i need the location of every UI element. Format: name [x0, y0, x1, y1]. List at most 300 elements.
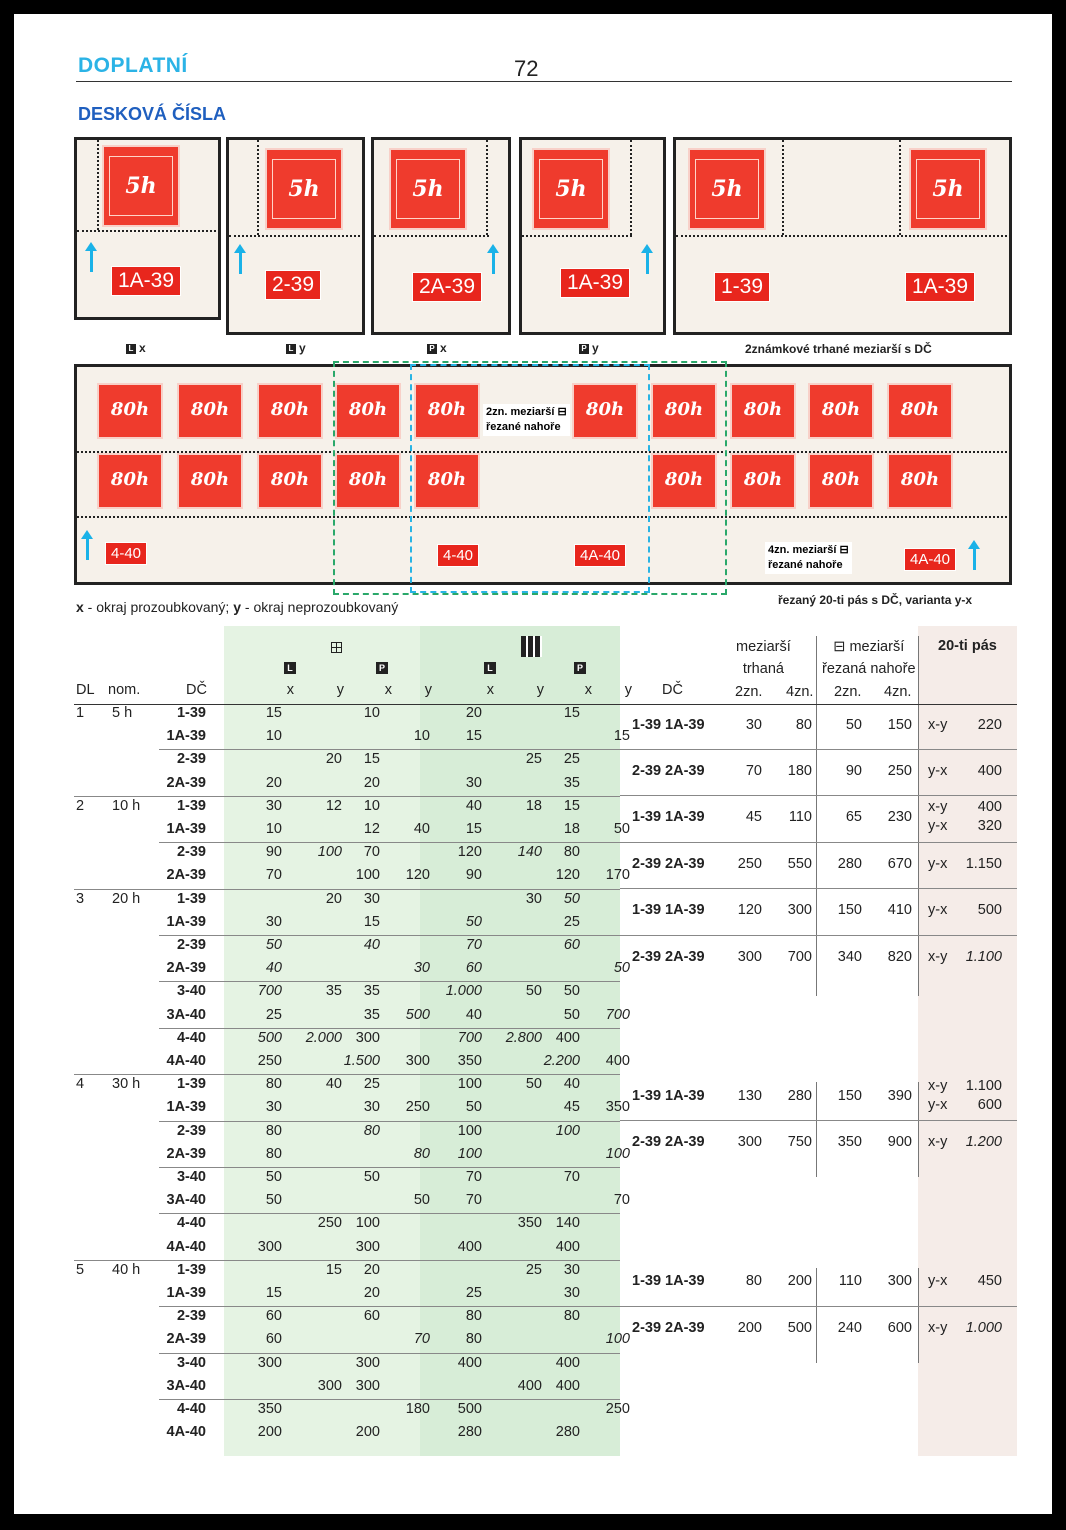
- price-cell: 15: [363, 913, 380, 930]
- price-cell: 80: [745, 1273, 762, 1290]
- plate-number-label: 4A-40: [574, 544, 626, 567]
- stamp-80h: 80h: [572, 383, 638, 439]
- price-cell: 2.000: [305, 1029, 342, 1046]
- column-divider: [918, 1268, 919, 1363]
- price-cell: 200: [737, 1319, 762, 1336]
- row-divider: [159, 981, 620, 982]
- price-cell: 400: [555, 1029, 580, 1046]
- price-cell: 30: [465, 774, 482, 791]
- col-mez-trhana: meziarší trhaná: [736, 639, 791, 677]
- stamp-80h: 80h: [887, 383, 953, 439]
- price-cell: 40: [465, 1006, 482, 1023]
- strip-variant: y-x: [928, 763, 948, 779]
- price-cell: 150: [837, 1087, 862, 1104]
- plate-number-label: 2-39: [265, 270, 321, 300]
- denomination-value: 10 h: [112, 797, 141, 814]
- price-cell: 45: [563, 1099, 580, 1116]
- plate-number: 1-39: [176, 797, 206, 814]
- price-cell: 350: [517, 1215, 542, 1232]
- plate-number: 4-40: [176, 1215, 206, 1232]
- denomination-number: 5: [76, 1261, 85, 1278]
- row-divider: [74, 1074, 620, 1075]
- price-cell: 20: [363, 1285, 380, 1301]
- price-cell: 670: [887, 855, 912, 872]
- row-divider: [620, 888, 1017, 889]
- denomination-number: 2: [76, 797, 85, 814]
- pair-plate-numbers: 2-39 2A-39: [632, 1134, 705, 1151]
- price-cell: 70: [745, 763, 762, 779]
- price-cell: 15: [465, 728, 482, 745]
- price-cell: 50: [265, 1192, 282, 1209]
- price-cell: 35: [363, 983, 380, 1000]
- pair-plate-numbers: 2-39 2A-39: [632, 1319, 705, 1336]
- price-cell: 50: [465, 1099, 482, 1116]
- price-cell: 60: [265, 1331, 282, 1348]
- price-cell: 410: [887, 902, 912, 919]
- price-cell: 2.800: [505, 1029, 542, 1046]
- price-cell: 100: [355, 867, 380, 884]
- col-4zn: 4zn.: [884, 684, 912, 700]
- price-cell: 120: [737, 902, 762, 919]
- arrow-up-icon: [86, 538, 89, 560]
- price-cell: 25: [563, 751, 580, 768]
- price-cell: 80: [795, 716, 812, 733]
- price-cell: 400: [457, 1238, 482, 1255]
- price-cell: 120: [457, 844, 482, 861]
- price-cell: 400: [457, 1354, 482, 1371]
- row-divider: [620, 1120, 1017, 1121]
- plate-number: 1-39: [176, 890, 206, 907]
- price-cell: 80: [265, 1122, 282, 1139]
- price-cell: 25: [525, 1261, 542, 1278]
- price-cell: 300: [355, 1029, 380, 1046]
- strip-variant: y-x: [928, 818, 948, 835]
- stamp-block-px: [371, 137, 511, 335]
- price-cell: 390: [887, 1087, 912, 1104]
- strip-variant: y-x: [928, 1096, 948, 1113]
- price-cell: 400: [555, 1354, 580, 1371]
- price-cell: 30: [265, 913, 282, 930]
- plate-number: 2-39: [176, 1122, 206, 1139]
- price-cell: 60: [363, 1308, 380, 1325]
- row-divider: [620, 842, 1017, 843]
- price-cell: 400: [555, 1377, 580, 1394]
- stamp-80h: 80h: [257, 453, 323, 509]
- stamp-block-lx: [74, 137, 221, 320]
- price-cell: 300: [257, 1238, 282, 1255]
- caption-py: P y: [579, 341, 599, 355]
- stamp-5h: 5h: [688, 148, 766, 230]
- price-cell: 180: [787, 763, 812, 779]
- price-cell: 280: [837, 855, 862, 872]
- plate-number: 4A-40: [166, 1424, 206, 1441]
- price-cell: 70: [563, 1169, 580, 1185]
- price-cell: 80: [265, 1076, 282, 1093]
- col-mez-rezana: ⊟ meziarší řezaná nahoře: [822, 639, 916, 677]
- price-cell: 80: [465, 1308, 482, 1325]
- price-cell: 250: [257, 1053, 282, 1069]
- stamp-80h: 80h: [808, 453, 874, 509]
- stamp-block-pair: [673, 137, 1012, 335]
- price-cell: 500: [977, 902, 1002, 919]
- price-cell: 60: [265, 1308, 282, 1325]
- plate-number: 1-39: [176, 1076, 206, 1093]
- stamp-80h: 80h: [177, 453, 243, 509]
- price-cell: 40: [563, 1076, 580, 1093]
- price-cell: 140: [517, 844, 542, 861]
- price-cell: 30: [363, 1099, 380, 1116]
- price-cell: 45: [745, 809, 762, 826]
- note-4zn: 4zn. meziarší ⊟ řezané nahoře: [765, 542, 852, 574]
- corner-l-icon: L: [284, 662, 296, 674]
- stamp-80h: 80h: [414, 383, 480, 439]
- row-divider: [159, 1167, 620, 1168]
- price-cell: 50: [363, 1169, 380, 1185]
- plate-number: 1A-39: [166, 821, 206, 837]
- plate-number-label: 4-40: [105, 542, 147, 565]
- price-cell: 120: [555, 867, 580, 884]
- price-cell: 300: [737, 948, 762, 965]
- arrow-up-icon: [492, 252, 495, 274]
- price-cell: 18: [525, 797, 542, 814]
- plate-number-label: 4A-40: [904, 548, 956, 571]
- strip-variant: x-y: [928, 799, 948, 816]
- price-cell: 20: [363, 1261, 380, 1278]
- price-cell: 15: [465, 821, 482, 837]
- price-cell: 500: [257, 1029, 282, 1046]
- price-cell: 50: [413, 1192, 430, 1209]
- price-cell: 35: [325, 983, 342, 1000]
- price-cell: 100: [457, 1145, 482, 1162]
- price-cell: 30: [265, 797, 282, 814]
- price-cell: 70: [465, 1169, 482, 1185]
- col-x: x: [486, 682, 494, 698]
- price-cell: 820: [887, 948, 912, 965]
- stamp-80h: 80h: [335, 453, 401, 509]
- legend: x - okraj prozoubkovaný; y - okraj neprozoubkovaný: [76, 599, 399, 615]
- col-4zn: 4zn.: [786, 684, 814, 700]
- stamp-block-py: [519, 137, 666, 335]
- plate-number: 1-39: [176, 705, 206, 721]
- price-cell: 35: [563, 774, 580, 791]
- plate-number: 1A-39: [166, 728, 206, 745]
- stamp-80h: 80h: [651, 383, 717, 439]
- price-cell: 50: [613, 960, 630, 977]
- price-cell: 25: [563, 913, 580, 930]
- price-cell: 50: [265, 1169, 282, 1185]
- col-dl: DL: [76, 682, 95, 698]
- denomination-value: 30 h: [112, 1076, 141, 1093]
- price-cell: 70: [465, 1192, 482, 1209]
- price-cell: 220: [977, 716, 1002, 733]
- price-cell: 10: [413, 728, 430, 745]
- caption-px: P x: [427, 341, 447, 355]
- price-cell: 90: [845, 763, 862, 779]
- strip-variant: y-x: [928, 902, 948, 919]
- note-2zn: 2zn. meziarší ⊟ řezané nahoře: [483, 404, 570, 436]
- stamp-80h: 80h: [651, 453, 717, 509]
- row-divider: [74, 1260, 620, 1261]
- price-cell: 280: [787, 1087, 812, 1104]
- price-cell: 10: [265, 821, 282, 837]
- col-nom: nom.: [108, 682, 141, 698]
- price-cell: 700: [787, 948, 812, 965]
- price-cell: 1.100: [965, 1077, 1002, 1094]
- price-cell: 80: [363, 1122, 380, 1139]
- price-cell: 90: [265, 844, 282, 861]
- row-divider: [620, 749, 1017, 750]
- col-x: x: [584, 682, 592, 698]
- column-divider: [918, 1082, 919, 1177]
- denomination-value: 40 h: [112, 1261, 141, 1278]
- price-cell: 20: [325, 890, 342, 907]
- price-cell: 20: [265, 774, 282, 791]
- pair-plate-numbers: 2-39 2A-39: [632, 855, 705, 872]
- block-grid-icon: [521, 636, 542, 657]
- price-cell: 80: [265, 1145, 282, 1162]
- price-cell: 150: [837, 902, 862, 919]
- strip-variant: x-y: [928, 1134, 948, 1151]
- price-cell: 900: [887, 1134, 912, 1151]
- price-cell: 30: [563, 1285, 580, 1301]
- row-divider: [159, 1399, 620, 1400]
- price-cell: 100: [605, 1145, 630, 1162]
- price-cell: 100: [605, 1331, 630, 1348]
- row-divider: [74, 889, 620, 890]
- price-cell: 40: [413, 821, 430, 837]
- pair-plate-numbers: 1-39 1A-39: [632, 902, 705, 919]
- price-cell: 30: [563, 1261, 580, 1278]
- price-cell: 400: [977, 763, 1002, 779]
- price-cell: 200: [355, 1424, 380, 1441]
- price-cell: 50: [465, 913, 482, 930]
- catalog-page: [14, 14, 1052, 1514]
- price-cell: 300: [405, 1053, 430, 1069]
- plate-number-label: 4-40: [437, 544, 479, 567]
- price-cell: 300: [737, 1134, 762, 1151]
- price-cell: 110: [788, 809, 812, 826]
- price-cell: 70: [465, 937, 482, 953]
- stamp-5h: 5h: [909, 148, 987, 230]
- price-cell: 15: [265, 705, 282, 721]
- price-cell: 300: [257, 1354, 282, 1371]
- plate-number: 3-40: [176, 983, 206, 1000]
- price-cell: 40: [325, 1076, 342, 1093]
- plate-number: 1A-39: [166, 1099, 206, 1116]
- price-cell: 700: [257, 983, 282, 1000]
- price-cell: 180: [405, 1401, 430, 1417]
- price-cell: 400: [977, 799, 1002, 816]
- price-cell: 80: [413, 1145, 430, 1162]
- price-cell: 40: [265, 960, 282, 977]
- price-cell: 2.200: [543, 1053, 580, 1069]
- price-cell: 350: [457, 1053, 482, 1069]
- plate-number: 1A-39: [166, 913, 206, 930]
- plate-number: 3A-40: [166, 1192, 206, 1209]
- denomination-value: 5 h: [112, 705, 133, 721]
- plate-number: 2-39: [176, 937, 206, 953]
- plate-number: 2-39: [176, 1308, 206, 1325]
- price-cell: 240: [837, 1319, 862, 1336]
- price-cell: 500: [787, 1319, 812, 1336]
- price-cell: 230: [887, 809, 912, 826]
- col-2zn: 2zn.: [735, 684, 763, 700]
- price-cell: 300: [355, 1238, 380, 1255]
- price-cell: 50: [525, 1076, 542, 1093]
- stamp-80h: 80h: [887, 453, 953, 509]
- plate-number: 2A-39: [166, 774, 206, 791]
- price-cell: 350: [837, 1134, 862, 1151]
- price-cell: 25: [525, 751, 542, 768]
- price-cell: 250: [405, 1099, 430, 1116]
- price-cell: 200: [257, 1424, 282, 1441]
- pair-plate-numbers: 1-39 1A-39: [632, 1273, 705, 1290]
- price-cell: 600: [977, 1096, 1002, 1113]
- col-y: y: [536, 682, 544, 698]
- col-y: y: [624, 682, 632, 698]
- arrow-up-icon: [973, 548, 976, 570]
- price-cell: 25: [265, 1006, 282, 1023]
- price-cell: 100: [555, 1122, 580, 1139]
- pair-plate-numbers: 2-39 2A-39: [632, 763, 705, 779]
- price-cell: 100: [457, 1122, 482, 1139]
- price-cell: 500: [405, 1006, 430, 1023]
- plate-number-label: 1A-39: [905, 272, 975, 302]
- denomination-number: 4: [76, 1076, 85, 1093]
- price-cell: 10: [363, 797, 380, 814]
- plate-number: 1-39: [176, 1261, 206, 1278]
- stamp-80h: 80h: [97, 453, 163, 509]
- price-cell: 300: [887, 1273, 912, 1290]
- price-cell: 300: [787, 902, 812, 919]
- pair-plate-numbers: 1-39 1A-39: [632, 716, 705, 733]
- price-cell: 450: [977, 1273, 1002, 1290]
- stamp-80h: 80h: [257, 383, 323, 439]
- page-number: 72: [514, 56, 539, 81]
- subtitle: DESKOVÁ ČÍSLA: [78, 104, 227, 124]
- price-cell: 18: [563, 821, 580, 837]
- plate-number: 4-40: [176, 1029, 206, 1046]
- caption-pair: 2známkové trhané meziarší s DČ: [745, 342, 932, 356]
- plate-number: 4A-40: [166, 1238, 206, 1255]
- plate-number-label: 1A-39: [111, 266, 181, 296]
- strip-variant: x-y: [928, 716, 948, 733]
- price-cell: 350: [257, 1401, 282, 1417]
- price-cell: 20: [465, 705, 482, 721]
- plate-number: 3A-40: [166, 1006, 206, 1023]
- col-x: x: [384, 682, 392, 698]
- price-cell: 15: [563, 705, 580, 721]
- price-cell: 350: [605, 1099, 630, 1116]
- stamp-80h: 80h: [730, 453, 796, 509]
- header-rule: [76, 81, 1012, 82]
- denomination-number: 3: [76, 890, 85, 907]
- header-rule: [74, 704, 1017, 705]
- price-cell: 170: [605, 867, 630, 884]
- row-divider: [620, 935, 1017, 936]
- price-cell: 50: [265, 937, 282, 953]
- price-cell: 550: [787, 855, 812, 872]
- price-cell: 12: [325, 797, 342, 814]
- strip-variant: x-y: [928, 1077, 948, 1094]
- price-cell: 250: [317, 1215, 342, 1232]
- stamp-block-ly: [226, 137, 365, 335]
- col-20-pas: 20-ti pás: [938, 638, 997, 654]
- price-cell: 700: [605, 1006, 630, 1023]
- price-cell: 90: [465, 867, 482, 884]
- pair-block-icon: [331, 642, 342, 653]
- price-cell: 65: [845, 809, 862, 826]
- price-cell: 12: [363, 821, 380, 837]
- price-cell: 50: [563, 1006, 580, 1023]
- price-cell: 20: [363, 774, 380, 791]
- col-dc: DČ: [186, 682, 207, 698]
- strip-variant: y-x: [928, 855, 948, 872]
- col-y: y: [424, 682, 432, 698]
- price-cell: 280: [555, 1424, 580, 1441]
- arrow-up-icon: [646, 252, 649, 274]
- price-cell: 10: [265, 728, 282, 745]
- row-divider: [159, 1306, 620, 1307]
- row-divider: [159, 1028, 620, 1029]
- stamp-80h: 80h: [177, 383, 243, 439]
- price-cell: 70: [413, 1331, 430, 1348]
- price-cell: 100: [355, 1215, 380, 1232]
- plate-number: 4-40: [176, 1401, 206, 1417]
- price-cell: 80: [563, 1308, 580, 1325]
- row-divider: [159, 1121, 620, 1122]
- price-cell: 110: [838, 1273, 862, 1290]
- price-cell: 30: [363, 890, 380, 907]
- plate-number: 2A-39: [166, 1145, 206, 1162]
- plate-number: 2-39: [176, 844, 206, 861]
- price-cell: 280: [457, 1424, 482, 1441]
- price-cell: 15: [613, 728, 630, 745]
- stamp-5h: 5h: [102, 145, 180, 227]
- caption-lx: L x: [126, 341, 146, 355]
- plate-number: 4A-40: [166, 1053, 206, 1069]
- denomination-number: 1: [76, 705, 85, 721]
- price-cell: 750: [787, 1134, 812, 1151]
- price-cell: 100: [457, 1076, 482, 1093]
- col-x: x: [286, 682, 294, 698]
- corner-p-icon: P: [376, 662, 388, 674]
- pair-plate-numbers: 1-39 1A-39: [632, 809, 705, 826]
- row-divider: [620, 1306, 1017, 1307]
- plate-number-label: 2A-39: [412, 272, 482, 302]
- stamp-80h: 80h: [97, 383, 163, 439]
- price-cell: 130: [737, 1087, 762, 1104]
- arrow-up-icon: [90, 250, 93, 272]
- price-cell: 50: [563, 890, 580, 907]
- section-title: DOPLATNÍ: [78, 54, 188, 77]
- plate-number: 2-39: [176, 751, 206, 768]
- row-divider: [159, 1213, 620, 1214]
- price-cell: 250: [887, 763, 912, 779]
- stamp-80h: 80h: [808, 383, 874, 439]
- pair-plate-numbers: 1-39 1A-39: [632, 1087, 705, 1104]
- price-cell: 340: [837, 948, 862, 965]
- price-cell: 80: [563, 844, 580, 861]
- price-cell: 35: [363, 1006, 380, 1023]
- plate-number: 3-40: [176, 1169, 206, 1185]
- stamp-80h: 80h: [414, 453, 480, 509]
- price-cell: 400: [605, 1053, 630, 1069]
- price-cell: 140: [555, 1215, 580, 1232]
- price-cell: 60: [465, 960, 482, 977]
- plate-number: 3A-40: [166, 1377, 206, 1394]
- col-y: y: [336, 682, 344, 698]
